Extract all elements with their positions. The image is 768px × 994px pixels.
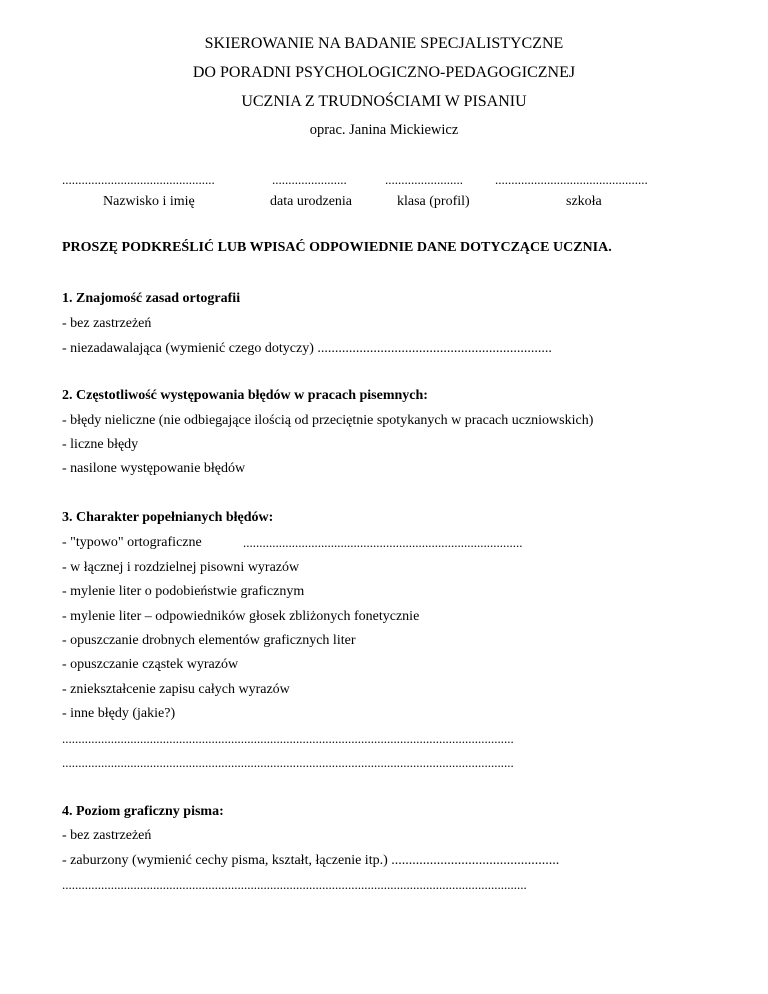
section-3-item-2[interactable]: - w łącznej i rozdzielnej pisowni wyrazów [62,560,300,575]
section-3-item-8[interactable]: - inne błędy (jakie?) [62,706,176,721]
section-3-dots-line-1[interactable]: ........................................................................................................................................... [62,731,514,746]
section-3-item-7[interactable]: - zniekształcenie zapisu całych wyrazów [62,682,290,697]
section-3-item-5[interactable]: - opuszczanie drobnych elementów graficznych liter [62,633,356,648]
section-2-heading: 2. Częstotliwość występowania błędów w pracach pisemnych: [62,388,428,403]
section-4-item-1[interactable]: - bez zastrzeżeń [62,828,152,843]
section-3-item-4[interactable]: - mylenie liter – odpowiedników głosek zbliżonych fonetycznie [62,609,420,624]
section-1-item-1[interactable]: - bez zastrzeżeń [62,316,152,331]
section-4-item-2[interactable]: - zaburzony (wymienić cechy pisma, kształt, łączenie itp.) ................................................ [62,853,560,868]
section-4-dots-line[interactable]: ............................................................................................................................................... [62,877,527,892]
name-label: Nazwisko i imię [103,194,195,209]
title-line-3: UCZNIA Z TRUDNOŚCIAMI W PISANIU [241,93,527,110]
section-3-item-6[interactable]: - opuszczanie cząstek wyrazów [62,657,239,672]
section-2-item-3[interactable]: - nasilone występowanie błędów [62,461,246,476]
section-2-item-2[interactable]: - liczne błędy [62,437,139,452]
section-3-dots-line-2[interactable]: ........................................................................................................................................... [62,755,514,770]
section-2-item-1[interactable]: - błędy nieliczne (nie odbiegające ilością od przeciętnie spotykanych w pracach uczniowskich) [62,413,594,428]
school-label: szkoła [566,194,602,209]
section-3-item-3[interactable]: - mylenie liter o podobieństwie graficznym [62,584,305,599]
class-field-dots[interactable]: ........................ [385,172,463,187]
section-3-item-1-dots[interactable]: ...................................................................................... [243,535,523,550]
class-label: klasa (profil) [397,194,470,209]
birthdate-field-dots[interactable]: ....................... [272,172,347,187]
section-4-heading: 4. Poziom graficzny pisma: [62,804,224,819]
section-1-heading: 1. Znajomość zasad ortografii [62,291,241,306]
title-line-2: DO PORADNI PSYCHOLOGICZNO-PEDAGOGICZNEJ [192,64,576,81]
section-1-item-2[interactable]: - niezadawalająca (wymienić czego dotyczy) ................................................................... [62,341,552,356]
birthdate-label: data urodzenia [270,194,353,209]
section-3-item-1[interactable]: - "typowo" ortograficzne [62,535,202,550]
title-line-1: SKIEROWANIE NA BADANIE SPECJALISTYCZNE [204,35,564,52]
section-3-heading: 3. Charakter popełnianych błędów: [62,510,274,525]
instruction-heading: PROSZĘ PODKREŚLIĆ LUB WPISAĆ ODPOWIEDNIE DANE DOTYCZĄCE UCZNIA. [62,240,612,255]
author-credit: oprac. Janina Mickiewicz [309,122,459,138]
name-field-dots[interactable]: ............................................... [62,172,215,187]
school-field-dots[interactable]: ............................................... [495,172,648,187]
